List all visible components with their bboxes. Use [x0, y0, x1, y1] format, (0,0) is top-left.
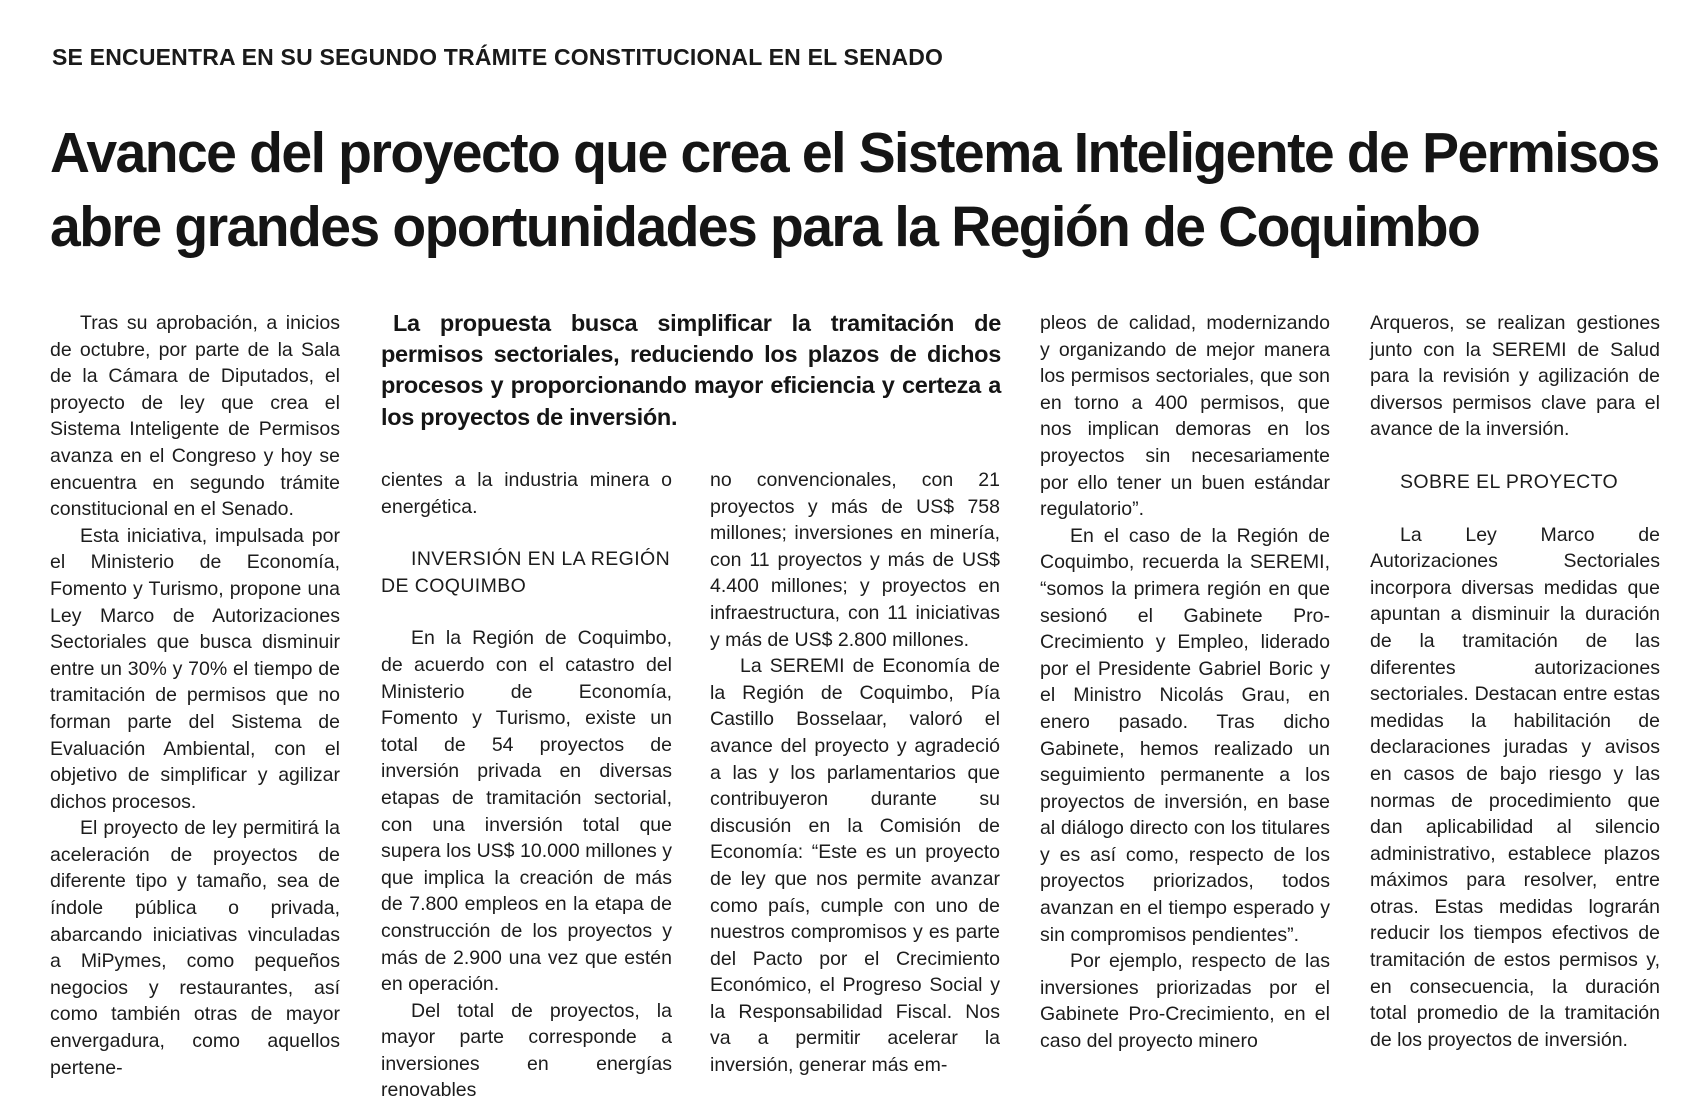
- article-column-3: [710, 467, 1000, 1079]
- kicker-text: SE ENCUENTRA EN SU SEGUNDO TRÁMITE CONSTITUCIONAL EN EL SENADO: [52, 44, 944, 70]
- article-column-4: [1040, 310, 1330, 1055]
- article-column-1: [50, 310, 340, 1081]
- article-column-5: [1370, 310, 1660, 1053]
- paragraph: La SEREMI de Economía de la Región de Coquimbo, Pía Castillo Bosselaar, valoró el avance del proyecto y agradeció a las y los parlamentarios que contribuyeron durante su discusión en la Comisión de Economía: “Este es un proyecto de ley que nos permite avanzar como país, cumple con uno de nuestros compromisos y es parte del Pacto por el Crecimiento Económico, el Progreso Social y la Responsabilidad Fiscal. Nos va a permitir acelerar la inversión, generar más em-: [710, 655, 1000, 1077]
- paragraph: La Ley Marco de Autorizaciones Sectoriales incorpora diversas medidas que apuntan a disminuir la duración de la tramitación de las diferentes autorizaciones sectoriales. Destacan entre estas medidas la habilitación de declaraciones juradas y avisos en casos de bajo riesgo y las normas de procedimiento que dan aplicabilidad al silencio administrativo, establece plazos máximos para resolver, entre otras. Estas medidas lograrán reducir los tiempos efectivos de tramitación de estos permisos y, en consecuencia, la duración total promedio de la tramitación de los proyectos de inversión.: [1370, 523, 1660, 1051]
- paragraph: El proyecto de ley permitirá la aceleración de proyectos de diferente tipo y tamaño, sea de índole pública o privada, abarcando iniciativas vinculadas a MiPymes, como pequeños negocios y restaurantes, así como también otras de mayor envergadura, como aquellos pertene-: [50, 817, 340, 1079]
- paragraph: Tras su aprobación, a inicios de octubre, por parte de la Sala de la Cámara de Diputados, el proyecto de ley que crea el Sistema Inteligente de Permisos avanza en el Congreso y hoy se encuentra en segundo trámite constitucional en el Senado.: [50, 312, 340, 521]
- headline-line-1: Avance del proyecto que crea el Sistema Inteligente de Permisos: [50, 121, 1659, 185]
- paragraph: Esta iniciativa, impulsada por el Ministerio de Economía, Fomento y Turismo, propone una Ley Marco de Autorizaciones Sectoriales que busca disminuir entre un 30% y 70% el tiempo de tramitación de permisos que no forman parte del Sistema de Evaluación Ambiental, con el objetivo de simplificar y agilizar dichos procesos.: [50, 524, 340, 813]
- section-subhead-inversion: INVERSIÓN EN LA REGIÓN DE COQUIMBO: [381, 548, 671, 597]
- lead-paragraph: La propuesta busca simplificar la tramitación de permisos sectoriales, reduciendo los plazos de dichos procesos y proporcionando mayor eficiencia y certeza a los proyectos de inversión.: [381, 310, 1001, 430]
- paragraph: no convencionales, con 21 proyectos y más de US$ 758 millones; inversiones en minería, con 11 proyectos y más de US$ 4.400 millones; y proyectos en infraestructura, con 11 iniciativas y más de US$ 2.800 millones.: [710, 469, 1000, 651]
- paragraph: Del total de proyectos, la mayor parte corresponde a inversiones en energías renovables: [381, 999, 672, 1102]
- headline-line-2: abre grandes oportunidades para la Región de Coquimbo: [50, 195, 1480, 259]
- paragraph: En el caso de la Región de Coquimbo, recuerda la SEREMI, “somos la primera región en que sesionó el Gabinete Pro-Crecimiento y Empleo, liderado por el Presidente Gabriel Boric y el Ministro Nicolás Grau, en enero pasado. Tras dicho Gabinete, hemos realizado un seguimiento permanente a los proyectos de inversión, en base al diálogo directo con los titulares y es así como, respecto de los proyectos priorizados, todos avanzan en el tiempo esperado y sin compromisos pendientes”.: [1040, 524, 1330, 946]
- paragraph: cientes a la industria minera o energética.: [381, 469, 672, 518]
- section-subhead-sobre: SOBRE EL PROYECTO: [1400, 470, 1619, 493]
- paragraph: pleos de calidad, modernizando y organizando de mejor manera los permisos sectoriales, que son en torno a 400 permisos, que nos implican demoras en los proyectos sin necesariamente por ello tener un buen estándar regulatorio”.: [1040, 312, 1330, 521]
- article-column-2: [381, 467, 672, 1104]
- paragraph: En la Región de Coquimbo, de acuerdo con el catastro del Ministerio de Economía, Fomento y Turismo, existe un total de 54 proyectos de inversión privada en diversas etapas de tramitación sectorial, con una inversión total que supera los US$ 10.000 millones y que implica la creación de más de 7.800 empleos en la etapa de construcción de los proyectos y más de 2.900 una vez que estén en operación.: [381, 627, 672, 996]
- headline: [50, 116, 1659, 264]
- paragraph: Por ejemplo, respecto de las inversiones priorizadas por el Gabinete Pro-Crecimiento, en el caso del proyecto minero: [1040, 950, 1330, 1053]
- paragraph: Arqueros, se realizan gestiones junto con la SEREMI de Salud para la revisión y agilización de diversos permisos clave para el avance de la inversión.: [1370, 312, 1660, 441]
